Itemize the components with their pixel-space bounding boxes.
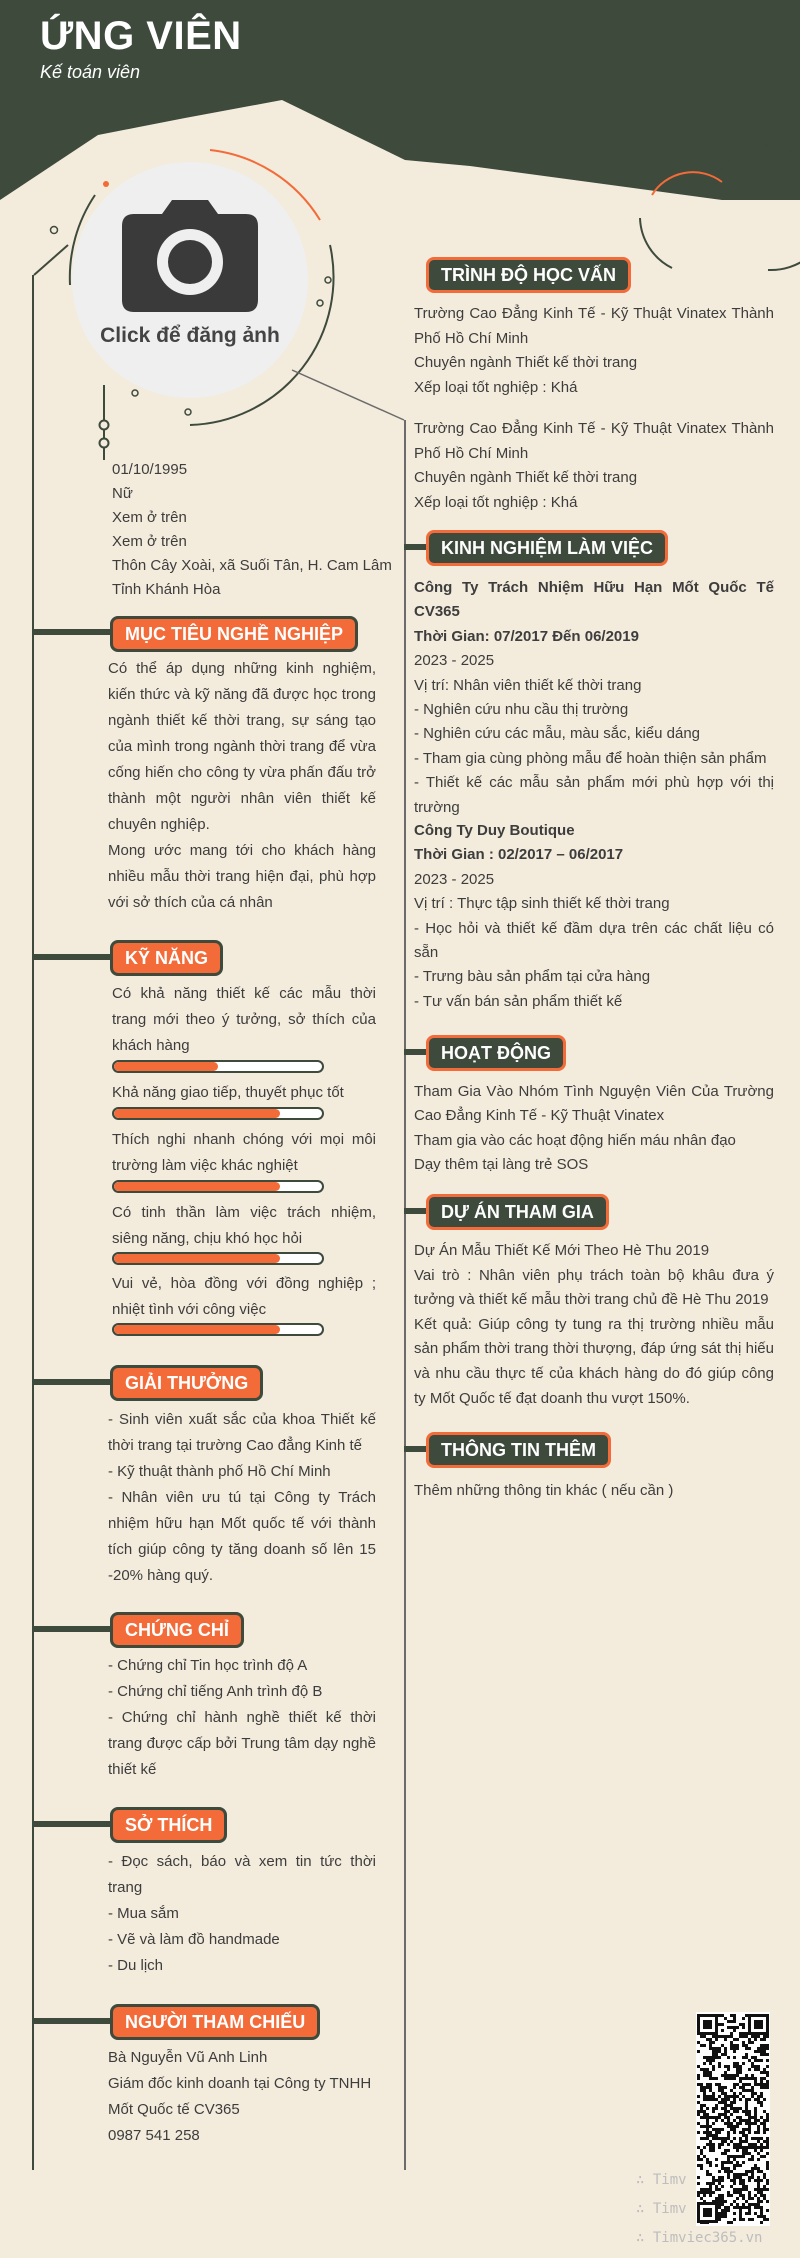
- job-company: Công Ty Trách Nhiệm Hữu Hạn Mốt Quốc Tế CV365: [414, 579, 774, 621]
- certificate-item: - Chứng chỉ hành nghề thiết kế thời trang được cấp bởi Trung tâm dạy nghề thiết kế: [108, 1709, 376, 1778]
- job-period: Thời Gian : 02/2017 – 06/2017: [414, 846, 624, 864]
- skill-3-text: Thích nghi nhanh chóng với mọi môi trường làm việc khác nghiệt: [112, 1131, 376, 1174]
- hobbies-connector: [32, 1821, 112, 1827]
- skill-3-fill: [114, 1182, 280, 1191]
- education-school: Trường Cao Đẳng Kinh Tế - Kỹ Thuật Vinatex Thành Phố Hồ Chí Minh: [414, 420, 774, 462]
- camera-icon: [122, 200, 258, 312]
- job-years: 2023 - 2025: [414, 652, 495, 670]
- references-list: [108, 2045, 388, 2149]
- awards-connector: [32, 1379, 112, 1385]
- project-item: Dự Án Mẫu Thiết Kế Mới Theo Hè Thu 2019: [414, 1242, 710, 1259]
- certificate-item: - Chứng chỉ Tin học trình độ A: [108, 1657, 308, 1674]
- activities-heading: HOẠT ĐỘNG: [426, 1035, 566, 1071]
- skill-3-bar: [112, 1180, 324, 1193]
- references-heading: NGƯỜI THAM CHIẾU: [110, 2004, 320, 2040]
- job-task: - Thiết kế các mẫu sản phẩm mới phù hợp với thị trường: [414, 774, 774, 816]
- job-period: Thời Gian: 07/2017 Đến 06/2019: [414, 627, 639, 645]
- job-task: - Nghiên cứu các mẫu, màu sắc, kiểu dáng: [414, 725, 701, 743]
- education-major: Chuyên ngành Thiết kế thời trang: [414, 469, 638, 486]
- certificate-item: - Chứng chỉ tiếng Anh trình độ B: [108, 1683, 323, 1700]
- address-line-1: Thôn Cây Xoài, xã Suối Tân, H. Cam Lâm: [112, 557, 392, 574]
- objective-paragraph-2: Mong ước mang tới cho khách hàng nhiều mẫu thời trang hiện đại, phù hợp với sở thích của cá nhân: [108, 842, 376, 911]
- experience-job-1: [414, 576, 774, 820]
- projects-list: [414, 1239, 774, 1411]
- avatar-upload[interactable]: [72, 162, 308, 398]
- left-timeline: [32, 275, 34, 2170]
- job-position: Vị trí : Thực tập sinh thiết kế thời trang: [414, 895, 670, 913]
- experience-heading: KINH NGHIỆM LÀM VIỆC: [426, 530, 668, 566]
- job-position: Vị trí: Nhân viên thiết kế thời trang: [414, 676, 642, 694]
- award-item: - Kỹ thuật thành phố Hồ Chí Minh: [108, 1463, 331, 1480]
- avatar-upload-label: Click để đăng ảnh: [100, 324, 280, 347]
- education-section: [414, 302, 774, 515]
- email: Xem ở trên: [112, 533, 187, 550]
- skills-heading: KỸ NĂNG: [110, 940, 223, 976]
- skill-4-fill: [114, 1254, 280, 1263]
- skill-5-bar: [112, 1323, 324, 1336]
- reference-phone: 0987 541 258: [108, 2127, 200, 2144]
- hobby-item: - Đọc sách, báo và xem tin tức thời trang: [108, 1853, 376, 1896]
- skill-2-text: Khả năng giao tiếp, thuyết phục tốt: [112, 1084, 344, 1101]
- activity-item: Dạy thêm tại làng trẻ SOS: [414, 1156, 589, 1174]
- education-heading: TRÌNH ĐỘ HỌC VẤN: [426, 257, 631, 293]
- skills-connector: [32, 954, 112, 960]
- activity-item: Tham Gia Vào Nhóm Tình Nguyện Viên Của Trường Cao Đẳng Kinh Tế - Kỹ Thuật Vinatex: [414, 1083, 774, 1125]
- job-task: - Tham gia cùng phòng mẫu để hoàn thiện sản phẩm: [414, 749, 767, 767]
- qr-code: [696, 2012, 770, 2226]
- objective-heading: MỤC TIÊU NGHỀ NGHIỆP: [110, 616, 358, 652]
- skill-2-fill: [114, 1109, 280, 1118]
- watermark-1: ∴ Timv: [636, 2172, 687, 2188]
- skill-5-text: Vui vẻ, hòa đồng với đồng nghiệp ; nhiệt tình với công việc: [112, 1275, 376, 1318]
- phone: Xem ở trên: [112, 509, 187, 526]
- award-item: - Nhân viên ưu tú tại Công ty Trách nhiệm hữu hạn Mốt quốc tế với thành tích giúp công ty tăng doanh số lên 15 -20% hàng quý.: [108, 1489, 376, 1584]
- hobby-item: - Vẽ và làm đồ handmade: [108, 1931, 280, 1948]
- skill-4-text: Có tinh thần làm việc trách nhiệm, siêng năng, chịu khó học hỏi: [112, 1204, 376, 1247]
- award-item: - Sinh viên xuất sắc của khoa Thiết kế thời trang tại trường Cao đẳng Kinh tế: [108, 1411, 376, 1454]
- right-timeline: [404, 420, 406, 2170]
- activities-connector: [404, 1049, 428, 1055]
- job-years: 2023 - 2025: [414, 870, 495, 888]
- hobbies-list: [108, 1849, 376, 1979]
- watermark-3: ∴ Timviec365.vn: [636, 2230, 763, 2246]
- job-task: - Học hỏi và thiết kế đầm dựa trên các chất liệu có sẵn: [414, 919, 774, 962]
- awards-heading: GIẢI THƯỞNG: [110, 1365, 263, 1401]
- experience-job-2: [414, 819, 774, 1014]
- objective-paragraph-1: Có thể áp dụng những kinh nghiệm, kiến thức và kỹ năng đã được học trong ngành thiết kế thời trang, sự sáng tạo của mình trong ngành thời trang để vừa cống hiến cho công ty vừa phấn đấu trở thành một người nhân viên thiết kế chuyên nghiệp.: [108, 660, 376, 833]
- skill-4-bar: [112, 1252, 324, 1265]
- job-task: - Nghiên cứu nhu cầu thị trường: [414, 701, 629, 719]
- skill-1-bar: [112, 1060, 324, 1073]
- extra-info-heading: THÔNG TIN THÊM: [426, 1432, 611, 1468]
- education-major: Chuyên ngành Thiết kế thời trang: [414, 354, 638, 371]
- gender: Nữ: [112, 485, 133, 502]
- awards-list: [108, 1407, 376, 1589]
- experience-connector: [404, 544, 428, 550]
- candidate-job-title: Kế toán viên: [40, 62, 141, 82]
- address-line-2: Tỉnh Khánh Hòa: [112, 581, 221, 598]
- activities-list: [414, 1080, 774, 1178]
- skill-1-fill: [114, 1062, 218, 1071]
- extra-info-text: Thêm những thông tin khác ( nếu cần ): [414, 1482, 674, 1499]
- job-task: - Trưng bàu sản phẩm tại cửa hàng: [414, 968, 651, 986]
- hobby-item: - Du lịch: [108, 1957, 164, 1974]
- projects-connector: [404, 1208, 428, 1214]
- skill-1-text: Có khả năng thiết kế các mẫu thời trang mới theo ý tưởng, sở thích của khách hàng: [112, 985, 376, 1054]
- references-connector: [32, 2018, 112, 2024]
- education-school: Trường Cao Đẳng Kinh Tế - Kỹ Thuật Vinatex Thành Phố Hồ Chí Minh: [414, 305, 774, 347]
- certificates-heading: CHỨNG CHỈ: [110, 1612, 244, 1648]
- certificates-connector: [32, 1626, 112, 1632]
- activity-item: Tham gia vào các hoạt động hiến máu nhân đạo: [414, 1131, 736, 1149]
- objective-connector: [32, 629, 112, 635]
- reference-name: Bà Nguyễn Vũ Anh Linh: [108, 2049, 268, 2066]
- job-task: - Tư vấn bán sản phẩm thiết kế: [414, 992, 623, 1010]
- hobby-item: - Mua sắm: [108, 1905, 179, 1922]
- education-grade: Xếp loại tốt nghiệp : Khá: [414, 493, 578, 511]
- hobbies-heading: SỞ THÍCH: [110, 1807, 227, 1843]
- reference-title: Giám đốc kinh doanh tại Công ty TNHH Mốt Quốc tế CV365: [108, 2075, 372, 2118]
- candidate-name: ỨNG VIÊN: [40, 14, 242, 58]
- certificates-list: [108, 1653, 376, 1783]
- watermark-2: ∴ Timv: [636, 2201, 687, 2217]
- job-company: Công Ty Duy Boutique: [414, 822, 575, 839]
- skill-2-bar: [112, 1107, 324, 1120]
- skill-5-fill: [114, 1325, 280, 1334]
- education-grade: Xếp loại tốt nghiệp : Khá: [414, 378, 578, 396]
- objective-section: [108, 656, 376, 916]
- project-item: Kết quả: Giúp công ty tung ra thị trường nhiều mẫu sản phẩm thời trang thời thượng, đáp ứng sát thị hiếu và nhu cầu thực tế của khách hàng do đó giúp công ty Mốt Quốc tế đạt doanh thu vượt 150%.: [414, 1315, 774, 1407]
- extra-info-connector: [404, 1446, 428, 1452]
- birth-date: 01/10/1995: [112, 461, 188, 478]
- projects-heading: DỰ ÁN THAM GIA: [426, 1194, 609, 1230]
- project-item: Vai trò : Nhân viên phụ trách toàn bộ khâu đưa ý tưởng và thiết kế mẫu thời trang chủ đề Hè Thu 2019: [414, 1266, 774, 1309]
